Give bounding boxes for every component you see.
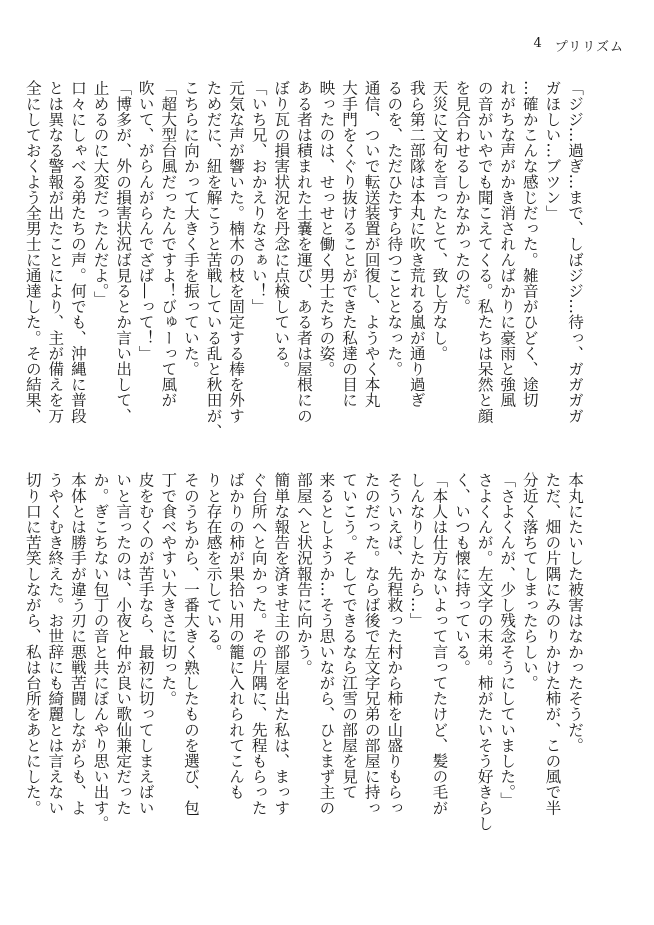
text-column: を見合わせるしかなかったのだ。 (453, 80, 472, 314)
text-column: うやくむき終えた。お世辞にも綺麗とは言えない (46, 472, 65, 816)
text-column: 口々にしゃべる弟たちの声。何でも、沖縄に普段 (68, 80, 87, 424)
book-title: プリリズム (554, 40, 624, 55)
text-column: 映ったのは、せっせと働く男士たちの姿。 (317, 80, 336, 377)
text-column: そのうちから、一番大きく熟したものを選び、包 (181, 472, 200, 816)
text-column: の音がいやでも聞こえてくる。私たちは呆然と顔 (475, 80, 494, 424)
text-column: 止めるのに大変だったんだよ。」 (91, 80, 110, 307)
text-column: いと言ったのは、小夜と仲が良い歌仙兼定だった (114, 472, 133, 816)
text-column: ただ、畑の片隅にみのりかけた柿が、この風で半 (543, 472, 562, 816)
text-column: 簡単な報告を済ませ主の部屋を出た私は、まっす (272, 472, 291, 816)
page-header (533, 36, 624, 55)
text-column: ぼり瓦の損害状況を丹念に点検している。 (272, 80, 291, 377)
text-column: 「いち兄、おかえりなさぁい！」 (249, 80, 268, 314)
upper-text-block (23, 80, 586, 460)
text-column: ガほしい…ブツン」 (543, 80, 562, 221)
text-column: 丁で食べやすい大きさに切った。 (159, 472, 178, 706)
text-column: りと存在感を示している。 (204, 472, 223, 660)
text-column: こちらに向かって大きく手を振っていた。 (181, 80, 200, 377)
text-column: ためだに、紐を解こうと苦戦している乱と秋田が、 (204, 80, 223, 439)
text-column: 「本人は仕方ないよって言ってたけど、髪の毛が (430, 472, 449, 816)
text-column: そういえば、先程救った村から柿を山盛りもらっ (385, 472, 404, 816)
text-column: ある者は積まれた土嚢を運び、ある者は屋根にの (294, 80, 313, 424)
text-column: か。ぎこちない包丁の音と共にぼんやり思い出す。 (91, 472, 110, 831)
text-column: とは異なる警報が出たことにより、主が備えを万 (46, 80, 65, 424)
text-column: く、いつも懐に持っている。 (453, 472, 472, 675)
text-column: さよくんが。左文字の末弟。柿がたいそう好きらし (475, 472, 494, 831)
page-number: 4 (533, 36, 543, 51)
text-column: れがちな声がかき消されんばかりに豪雨と強風 (498, 80, 517, 408)
text-column: 本体とは勝手が違う刃に悪戦苦闘しながらも、よ (68, 472, 87, 816)
text-column: 我ら第二部隊は本丸に吹き荒れる嵐が通り過ぎ (407, 80, 426, 408)
text-column: 分近く落ちてしまったらしい。 (520, 472, 539, 691)
text-column: 皮をむくのが苦手なら、最初に切ってしまえばい (136, 472, 155, 816)
text-column: ていこう。そしてできるなら江雪の部屋を見て (340, 472, 359, 800)
text-column: 元気な声が響いた。楠木の枝を固定する棒を外す (227, 80, 246, 424)
text-column: 吹いて、がらんがらんでざば―って！」 (136, 80, 155, 361)
text-column: 切り口に苦笑しながら、私は台所をあとにした。 (23, 472, 42, 816)
text-column: 「ジジ…過ぎ…まで、しばジジ…待っ、ガガガガ (566, 80, 584, 424)
text-column: 全にしておくよう全男士に通達した。その結果、 (23, 80, 42, 424)
text-column: しんなりしたから…」 (407, 472, 426, 628)
text-column: 通信、ついで転送装置が回復し、ようやく本丸 (362, 80, 381, 408)
text-column: 大手門をくぐり抜けることができた私達の目に (340, 80, 359, 408)
text-column: 本丸にたいした被害はなかったそうだ。 (566, 472, 584, 753)
text-column: るのを、ただひたすら待つこととなった。 (385, 80, 404, 377)
text-column: …確かこんな感じだった。雑音がひどく、途切 (520, 80, 539, 408)
text-column: 「超大型台風だったんですよ！びゅーって風が (159, 80, 178, 408)
text-column: 「博多が、外の損害状況ば見るとか言い出して、 (114, 80, 133, 424)
text-column: たのだった。ならば後で左文字兄弟の部屋に持っ (362, 472, 381, 816)
text-column: ばかりの柿が果拾い用の籠に入れられてこんも (227, 472, 246, 800)
lower-text-block (23, 472, 586, 852)
text-column: 天災に文句を言ったとて、致し方なし。 (430, 80, 449, 361)
text-column: 部屋へと状況報告に向かう。 (294, 472, 313, 675)
text-column: 来るとしようか…そう思いながら、ひとまず主の (317, 472, 336, 816)
text-column: ぐ台所へと向かった。その片隅に、先程もらった (249, 472, 268, 816)
text-column: 「さよくんが、少し残念そうにしていました。」 (498, 472, 517, 808)
